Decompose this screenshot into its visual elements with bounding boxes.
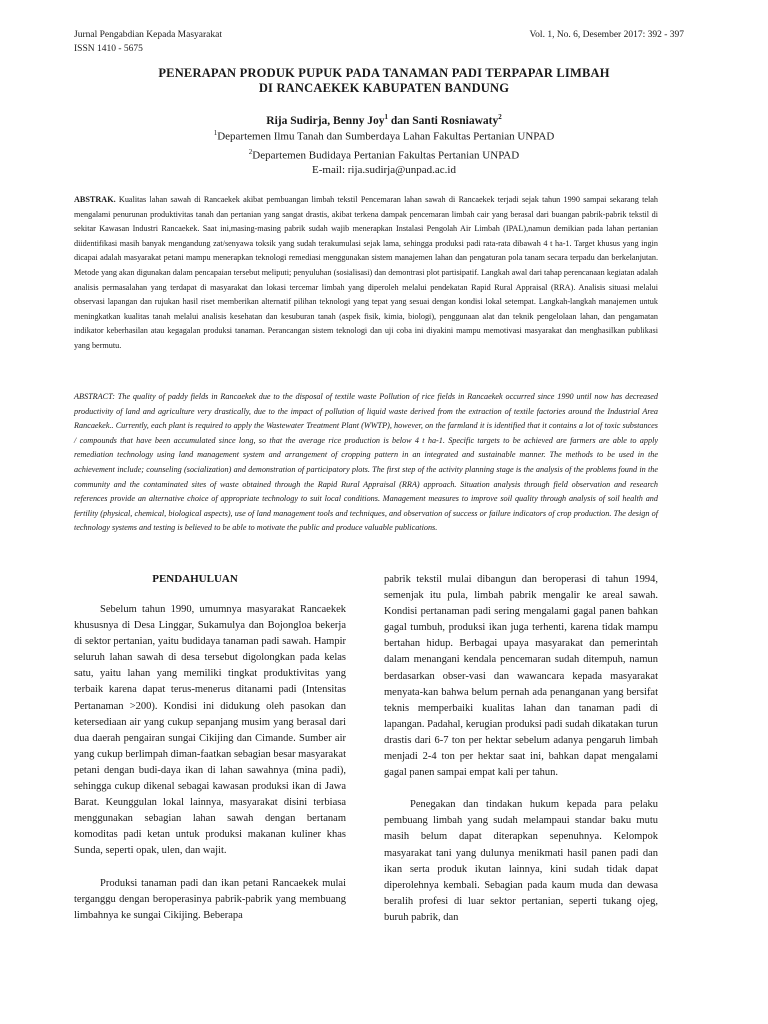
paragraph-left-1: Sebelum tahun 1990, umumnya masyarakat Rancaekek khususnya di Desa Linggar, Sukamulya dan Bojongloa bekerja di sektor pertanian, yaitu budidaya tanaman padi sawah. Hampir seluruh lahan sawah di desa tersebut digolongkan pada kelas satu, yaitu lahan yang memiliki tingkat produktivitas yang terbaik karena dapat terus-menerus ditanami padi (Intensitas Pertanaman >200). Kondisi ini didukung oleh pasokan dan ketersediaan air yang cukup sepanjang musim yang berasal dari dua daerah pengairan sungai Cikijing dan Cimande. Sumber air yang cukup berlimpah diman-faatkan sebagian besar masyarakat petani dengan budi-daya ikan di lahan sawahnya (mina padi), sehingga cukup dikenal sebagai kawasan produksi ikan di Jawa Barat. Keunggulan lokal lainnya, masyarakat disini terbiasa menggunakan sebagian lahan sawah dengan bertanam komoditas padi ketan untuk produksi makanan kuliner khas Sunda, seperti opak, ulen, dan wajit. bbox=[74, 604, 346, 857]
journal-volume: Vol. 1, No. 6, Desember 2017: 392 - 397 bbox=[529, 30, 684, 40]
author-2-affil-mark: 2 bbox=[498, 113, 502, 121]
abstrak-indonesian bbox=[74, 193, 658, 354]
title-line-2: DI RANCAEKEK KABUPATEN BANDUNG bbox=[258, 81, 510, 95]
affiliation-1: $^1$Departemen Ilmu Tanah dan Sumberdaya Lahan Fakultas Pertanian UNPAD bbox=[213, 129, 555, 143]
affiliations bbox=[60, 126, 708, 178]
author-2: dan Santi Rosniawaty bbox=[387, 114, 499, 127]
article-title bbox=[60, 66, 708, 96]
paragraph-right-1: pabrik tekstil mulai dibangun dan beroperasi di tahun 1994, semenjak itu pula, limbah pabrik mengalir ke areal sawah. Kondisi pertanaman padi sering mengalami gagal panen bahkan gagal tumbuh, produksi ikan juga terhenti, karena tidak mampu bertahan hidup. Berbagai upaya masyarakat dan pemerintah dalam menangani kendala pencemaran sudah ditempuh, namun berdasarkan obser-vasi dan wawancara kepada masyarakat menyata-kan bahwa belum pernah ada penanganan yang bersifat teknis memperbaiki kualitas lahan dan tanaman padi di lapangan. Padahal, kerugian produksi padi sudah dikatakan turun drastis dari 6-7 ton per hektar sebelum adanya pengaruh limbah menjadi 2-4 ton per hektar saat ini, bahkan dapat mengalami gagal panen sampai empat kali per tahun. bbox=[384, 574, 658, 779]
journal-header bbox=[74, 28, 222, 56]
title-line-1: PENERAPAN PRODUK PUPUK PADA TANAMAN PADI TERPAPAR LIMBAH bbox=[158, 66, 610, 80]
journal-name: Jurnal Pengabdian Kepada Masyarakat bbox=[74, 30, 222, 40]
body-column-left bbox=[74, 572, 346, 924]
journal-issn: ISSN 1410 - 5675 bbox=[74, 44, 143, 54]
affiliation-2: $^2$Departemen Budidaya Pertanian Fakultas Pertanian UNPAD bbox=[248, 147, 520, 162]
abstrak-text: Kualitas lahan sawah di Rancaekek akibat pembuangan limbah tekstil Pencemaran lahan sawah di Rancaekek terjadi sejak tahun 1990 sampai sekarang telah mengalami penurunan produktivitas tanah dan pertanian yang sangat drastis, akibat terkena dampak pencemaran limbah cair yang berasal dari buangan pabrik-pabrik tekstil di sekitar Kawasan Industri Rancaekek. Saat ini,masing-masing pabrik sudah wajib menerapkan Instalasi Pengolah Air Limbah (IPAL),namun demikian pada lahan pertanian diidentifikasi masih banyak mengandung zat/senyawa toksik yang sudah terakumulasi sejak lama, sehingga produksi padi rata-rata dibawah 4 t ha-1. Target khusus yang ingin dicapai adalah masyarakat petani mampu menerapkan teknologi remediasi menggunakan sistem manajemen lahan dan pengaturan pola tanam secara terpadu dan berkelanjutan. Metode yang akan digunakan dalam pencapaian tersebut meliputi; penyuluhan (sosialisasi) dan demontrasi plot partisipatif. Langkah awal dari tahap perencanaan kegiatan adalah analisis permasalahan yang terdapat di masyarakat dan lokasi tercemar limbah yang diperoleh melalui pendekatan Rapid Rural Appraisal (RRA). Analisis situasi melalui observasi lapangan dan rujukan hasil riset memberikan alternatif pilihan teknologi yang tepat yang sesuai dengan kondisi lokal setempat. Langkah-langkah manajemen untuk meningkatkan kualitas tanah melalui analisis kesehatan dan kesuburan tanah (aspek fisik, kimia, biologi), penggunaan alat dan teknik pengelolaan lahan, dan pengamatan indikator keberhasilan atau kegagalan produksi tanaman. Perancangan sistem teknologi dan uji coba ini diyakini mampu memotivasi masyarakat dan menghasilkan publikasi yang bermutu. bbox=[74, 195, 658, 350]
author-email: E-mail: rija.sudirja@unpad.ac.id bbox=[312, 164, 456, 177]
author-1: Rija Sudirja, Benny Joy bbox=[266, 114, 385, 127]
section-heading: PENDAHULUAN bbox=[152, 573, 238, 585]
body-column-right bbox=[384, 572, 658, 926]
paragraph-left-2: Produksi tanaman padi dan ikan petani Rancaekek mulai terganggu dengan beroperasinya pabrik-pabrik yang membuang limbahnya ke sungai Cikijing. Beberapa bbox=[74, 877, 346, 921]
paragraph-right-2: Penegakan dan tindakan hukum kepada para pelaku pembuang limbah yang sudah melampaui standar baku mutu masih belum dapat diterapkan sepenuhnya. Kelompok masyarakat tani yang dulunya menikmati hasil panen padi dan ikan serta produk ikutan lainnya, kini sudah tidak dapat diperolehnya kembali. Sebagian pada kaum muda dan dewasa beralih profesi di luar sektor pertanian, seperti tukang ojeg, buruh pabrik, dan bbox=[384, 799, 658, 923]
abstrak-label: ABSTRAK. bbox=[74, 195, 116, 204]
abstract-english: ABSTRACT: The quality of paddy fields in Rancaekek due to the disposal of textile waste Pollution of rice fields in Rancaekek occurred since 1990 until now has decreased productivity of land and agriculture very drastically, due to the impact of pollution of liquid waste derived from the extraction of textile factories around the Industrial Area Rancaekek.. Currently, each plant is required to apply the Wastewater Treatment Plant (WWTP), however, on the farmland it is identified that it contains a lot of toxic substances / compounds that have been accumulated since long, so that the average rice production is below 4 t ha-1. Specific targets to be achieved are farmers are able to apply remediation technology using land management system and arrangement of cropping pattern in an integrated and sustainable manner. The methods to be used in the achievement include; counseling (socialization) and demonstration of participatory plots. The first step of the activity planning stage is the analysis of the problems found in the community and the contaminated sites of waste obtained through the Rapid Rural Appraisal (RRA) approach. Situation analysis through field observation and research references provide an alternative choice of appropriate technology to suit local conditions. Management measures to improve soil quality through analysis of soil health and fertility (physical, chemical, biological aspects), use of land management tools and techniques, and observation of success or failure indicators of crop production. The design of technology systems and testing is believed to be able to motivate the public and produce valuable publications. bbox=[74, 392, 658, 533]
author-1-affil-mark: 1 bbox=[384, 113, 388, 121]
